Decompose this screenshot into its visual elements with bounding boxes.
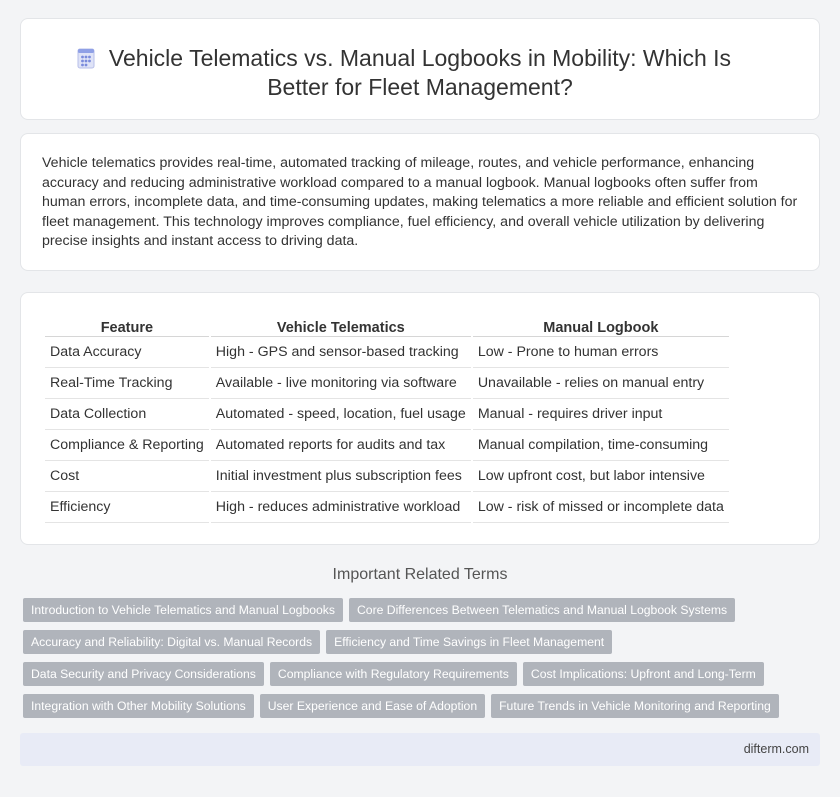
related-term-tag[interactable]: Accuracy and Reliability: Digital vs. Manual Records: [23, 630, 320, 654]
title-card: [20, 18, 820, 120]
table-row: [45, 399, 729, 430]
table-cell: Low - risk of missed or incomplete data: [473, 492, 729, 523]
page-title-line-2: Better for Fleet Management?: [267, 74, 573, 100]
tag-row: [23, 598, 783, 630]
table-cell: Automated reports for audits and tax: [211, 430, 471, 461]
table-header-row: [45, 316, 729, 337]
related-term-tag[interactable]: Data Security and Privacy Considerations: [23, 662, 264, 686]
table-cell: Efficiency: [45, 492, 209, 523]
tag-row: [23, 662, 783, 694]
table-cell: Automated - speed, location, fuel usage: [211, 399, 471, 430]
table-row: [45, 492, 729, 523]
related-terms-list: [23, 598, 783, 726]
table-cell: Real-Time Tracking: [45, 368, 209, 399]
intro-card: [20, 133, 820, 271]
table-row: [45, 461, 729, 492]
related-term-tag[interactable]: Efficiency and Time Savings in Fleet Management: [326, 630, 612, 654]
table-cell: Data Accuracy: [45, 337, 209, 368]
tag-row: [23, 694, 783, 726]
column-header-vehicle-telematics: Vehicle Telematics: [211, 316, 471, 337]
tag-row: [23, 630, 783, 662]
table-cell: Data Collection: [45, 399, 209, 430]
table-row: [45, 430, 729, 461]
footer-bar: [20, 733, 820, 766]
intro-paragraph: Vehicle telematics provides real-time, automated tracking of mileage, routes, and vehicle performance, enhancing accuracy and reducing administrative workload compared to a manual logbook. Manual logbooks often suffer from human errors, incomplete data, and time-consuming updates, making telematics a more reliable and efficient solution for fleet management. This technology improves compliance, fuel efficiency, and overall vehicle utilization by delivering precise insights and instant access to driving data.: [42, 155, 798, 249]
table-row: [45, 368, 729, 399]
column-header-manual-logbook: Manual Logbook: [473, 316, 729, 337]
table-cell: Low - Prone to human errors: [473, 337, 729, 368]
table-cell: Manual compilation, time-consuming: [473, 430, 729, 461]
table-cell: High - reduces administrative workload: [211, 492, 471, 523]
page-title-line-1: Vehicle Telematics vs. Manual Logbooks in Mobility: Which Is: [108, 45, 732, 71]
table-cell: Initial investment plus subscription fees: [211, 461, 471, 492]
related-term-tag[interactable]: Core Differences Between Telematics and Manual Logbook Systems: [349, 598, 735, 622]
related-term-tag[interactable]: Compliance with Regulatory Requirements: [270, 662, 517, 686]
footer-site-link[interactable]: difterm.com: [743, 742, 809, 756]
table-cell: Cost: [45, 461, 209, 492]
comparison-table: [43, 316, 731, 523]
column-header-feature: Feature: [45, 316, 209, 337]
table-row: [45, 337, 729, 368]
related-term-tag[interactable]: Cost Implications: Upfront and Long-Term: [523, 662, 764, 686]
page-title: [21, 44, 819, 102]
related-term-tag[interactable]: Future Trends in Vehicle Monitoring and Reporting: [491, 694, 779, 718]
table-cell: High - GPS and sensor-based tracking: [211, 337, 471, 368]
table-cell: Available - live monitoring via software: [211, 368, 471, 399]
related-term-tag[interactable]: Introduction to Vehicle Telematics and Manual Logbooks: [23, 598, 343, 622]
table-cell: Low upfront cost, but labor intensive: [473, 461, 729, 492]
related-terms-heading: Important Related Terms: [332, 566, 508, 583]
related-term-tag[interactable]: Integration with Other Mobility Solutions: [23, 694, 254, 718]
related-term-tag[interactable]: User Experience and Ease of Adoption: [260, 694, 485, 718]
table-cell: Compliance & Reporting: [45, 430, 209, 461]
comparison-card: [20, 292, 820, 545]
table-cell: Manual - requires driver input: [473, 399, 729, 430]
table-cell: Unavailable - relies on manual entry: [473, 368, 729, 399]
